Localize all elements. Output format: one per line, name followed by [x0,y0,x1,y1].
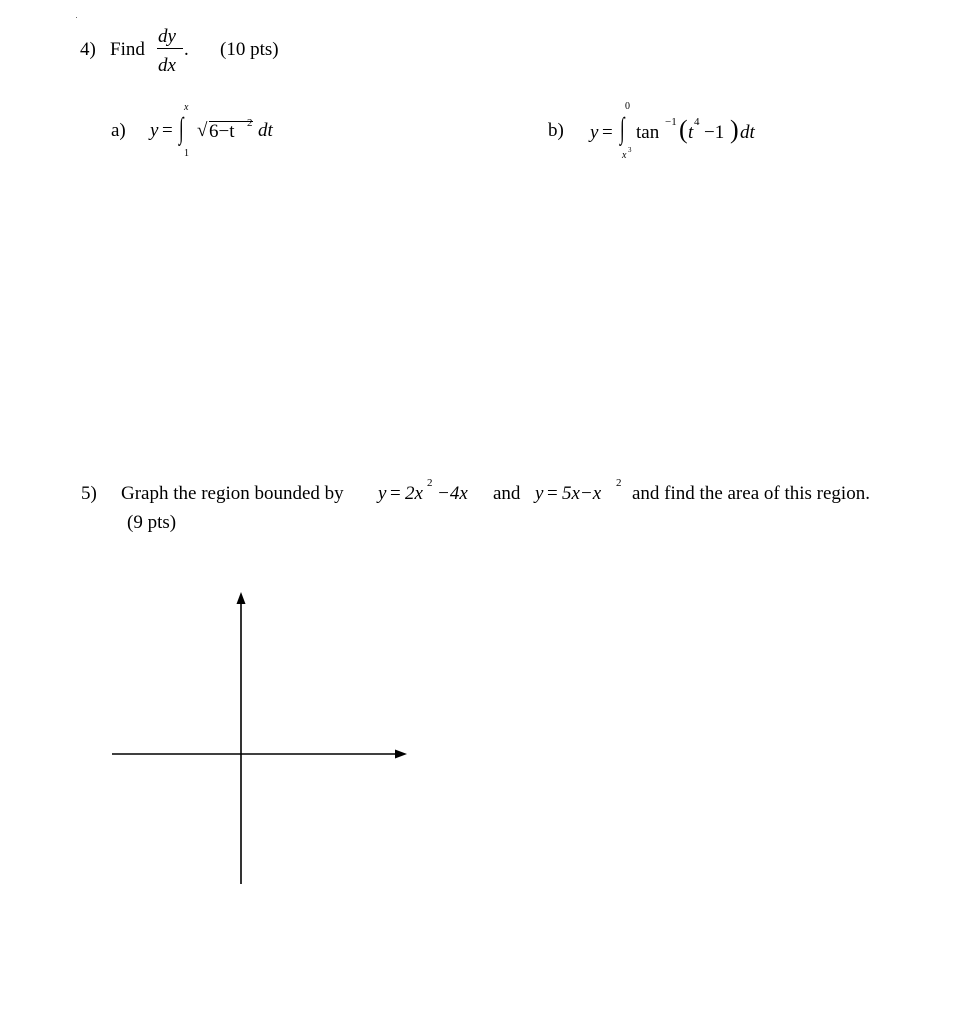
integral-sign-icon: ∫ [620,112,625,145]
curve2-lhs: y [535,483,544,504]
q4-number: 4) [80,39,96,60]
q4a-lower-limit: 1 [184,148,189,159]
q5-points: (9 pts) [127,512,177,533]
q4b-lower-exponent: 3 [628,146,632,154]
y-axis-arrow-icon [237,592,246,604]
q4b-t: t [688,122,694,143]
q5-number: 5) [81,483,97,504]
curve2-equals: = [547,483,558,504]
q4b-lhs: y [590,122,599,143]
q4b-dt: dt [740,122,755,143]
q4a-equals: = [162,120,173,141]
q4b-function: tan [636,122,660,143]
curve1-term-a: 2x [405,483,423,504]
sqrt-sign-icon: √ [197,120,208,141]
q4b-left-paren: ( [679,115,688,144]
curve2-terms: 5x−x [562,483,602,504]
q4a-dt: dt [258,120,273,141]
q4b-minus-one: −1 [704,122,725,143]
q5-text-intro: Graph the region bounded by [121,483,344,504]
integral-sign-icon: ∫ [179,112,184,145]
q5-text-task: and find the area of this region. [632,483,870,504]
q4b-equals: = [602,122,613,143]
curve1-exponent: 2 [427,477,433,489]
curve1-lhs: y [378,483,387,504]
fraction-denominator: dx [158,55,176,76]
q4a-upper-limit: x [184,102,189,113]
curve1-term-b: −4x [437,483,468,504]
q4b-upper-limit: 0 [625,101,630,112]
fraction-period: . [184,39,189,60]
q4b-lower-limit: x [622,150,627,161]
q4a-label: a) [111,120,126,141]
q4b-function-exponent: −1 [665,116,677,128]
q4a-exponent: 2 [247,117,253,129]
q4a-radicand: 6−t [209,121,235,142]
x-axis-arrow-icon [395,750,407,759]
q4a-lhs: y [150,120,159,141]
q4-points: (10 pts) [220,39,279,60]
q4b-t-exponent: 4 [694,116,700,128]
fraction-numerator: dy [158,26,176,47]
curve2-exponent: 2 [616,477,622,489]
q4b-right-paren: ) [730,115,739,144]
q5-and: and [493,483,521,504]
q4-find-label: Find [110,39,145,60]
q4b-label: b) [548,120,564,141]
curve1-equals: = [390,483,401,504]
